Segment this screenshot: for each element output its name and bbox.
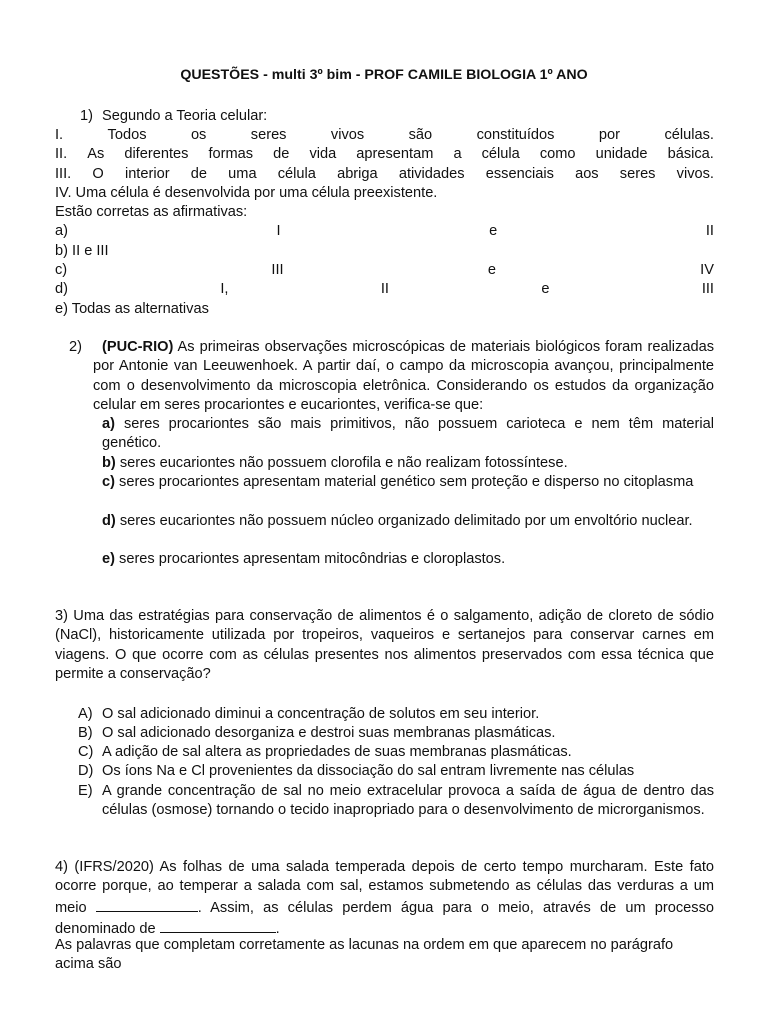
- q1-statement-4: IV. Uma célula é desenvolvida por uma célula preexistente.: [55, 185, 438, 201]
- q4-blank-2[interactable]: [160, 918, 276, 933]
- q4-ask: As palavras que completam corretamente as lacunas na ordem em que aparecem no parágrafo acima são: [55, 937, 674, 973]
- q3-option-d-label: D): [78, 763, 94, 779]
- q1-statement-3: III. O interior de uma célula abriga atividades essenciais aos seres vivos.: [55, 166, 714, 182]
- q3-option-a: O sal adicionado diminui a concentração de solutos em seu interior.: [102, 706, 540, 722]
- q3-option-e-label: E): [78, 783, 93, 799]
- q2-option-e: e) seres procariontes apresentam mitocôndrias e cloroplastos.: [102, 551, 506, 567]
- q3-option-c-label: C): [78, 744, 94, 760]
- q1-stem: Segundo a Teoria celular:: [102, 108, 268, 124]
- q3-option-c: A adição de sal altera as propriedades de suas membranas plasmáticas.: [102, 744, 572, 760]
- q1-option-d: d) I, II e III: [55, 281, 714, 297]
- q2-option-b: b) seres eucariontes não possuem clorofila e não realizam fotossíntese.: [102, 455, 568, 471]
- q2-stem: (PUC-RIO) As primeiras observações microscópicas de materiais biológicos foram realizadas por Antonie van Leeuwenhoek. A partir daí, o campo da microscopia avançou, principalmente com o desenvolvimento da microscopia eletrônica. Considerando os estudos da organização celular em seres procariontes e eucariontes, verifica-se que:: [93, 339, 714, 414]
- q3-option-e: A grande concentração de sal no meio extracelular provoca a saída de água de dentro das células (osmose) tornando o tecido inapropriado para o desenvolvimento de microrganismos.: [102, 783, 714, 819]
- q1-option-c: c) III e IV: [55, 262, 714, 278]
- q3-option-b: O sal adicionado desorganiza e destroi suas membranas plasmáticas.: [102, 725, 556, 741]
- q1-option-e: e) Todas as alternativas: [55, 301, 209, 317]
- q3-option-d: Os íons Na e Cl provenientes da dissociação do sal entram livremente nas células: [102, 763, 635, 779]
- q1-number: 1): [80, 108, 93, 124]
- q1-option-a: a) I e II: [55, 223, 714, 239]
- q4-stem: 4) (IFRS/2020) As folhas de uma salada temperada depois de certo tempo murcharam. Este fato ocorre porque, ao temperar a salada com sal, estamos submetendo as células das verduras a um meio . Assim, as células perdem água para o meio, através de um processo denominado de .: [55, 859, 714, 938]
- q2-option-c: c) seres procariontes apresentam material genético sem proteção e disperso no citoplasma: [102, 474, 694, 490]
- q3-option-b-label: B): [78, 725, 93, 741]
- q1-statement-1: I. Todos os seres vivos são constituídos por células.: [55, 127, 714, 143]
- q3-option-a-label: A): [78, 706, 93, 722]
- q1-option-b: b) II e III: [55, 243, 109, 259]
- q2-source: (PUC-RIO): [102, 339, 174, 355]
- page-title: QUESTÕES - multi 3º bim - PROF CAMILE BIOLOGIA 1º ANO: [180, 67, 588, 83]
- q4-blank-1[interactable]: [96, 897, 198, 912]
- q2-option-a: a) seres procariontes são mais primitivos, não possuem carioteca e nem têm material genético.: [102, 416, 714, 452]
- q2-option-d: d) seres eucariontes não possuem núcleo organizado delimitado por um envoltório nuclear.: [102, 513, 693, 529]
- q3-stem: 3) Uma das estratégias para conservação de alimentos é o salgamento, adição de cloreto de sódio (NaCl), historicamente utilizada por tropeiros, vaqueiros e sertanejos para conservar carnes em viagens. O que ocorre com as células presentes nos alimentos preservados com essa técnica que permite a conservação?: [55, 608, 714, 683]
- q1-statement-2: II. As diferentes formas de vida apresentam a célula como unidade básica.: [55, 146, 714, 162]
- q1-ask: Estão corretas as afirmativas:: [55, 204, 248, 220]
- q2-number: 2): [69, 339, 82, 355]
